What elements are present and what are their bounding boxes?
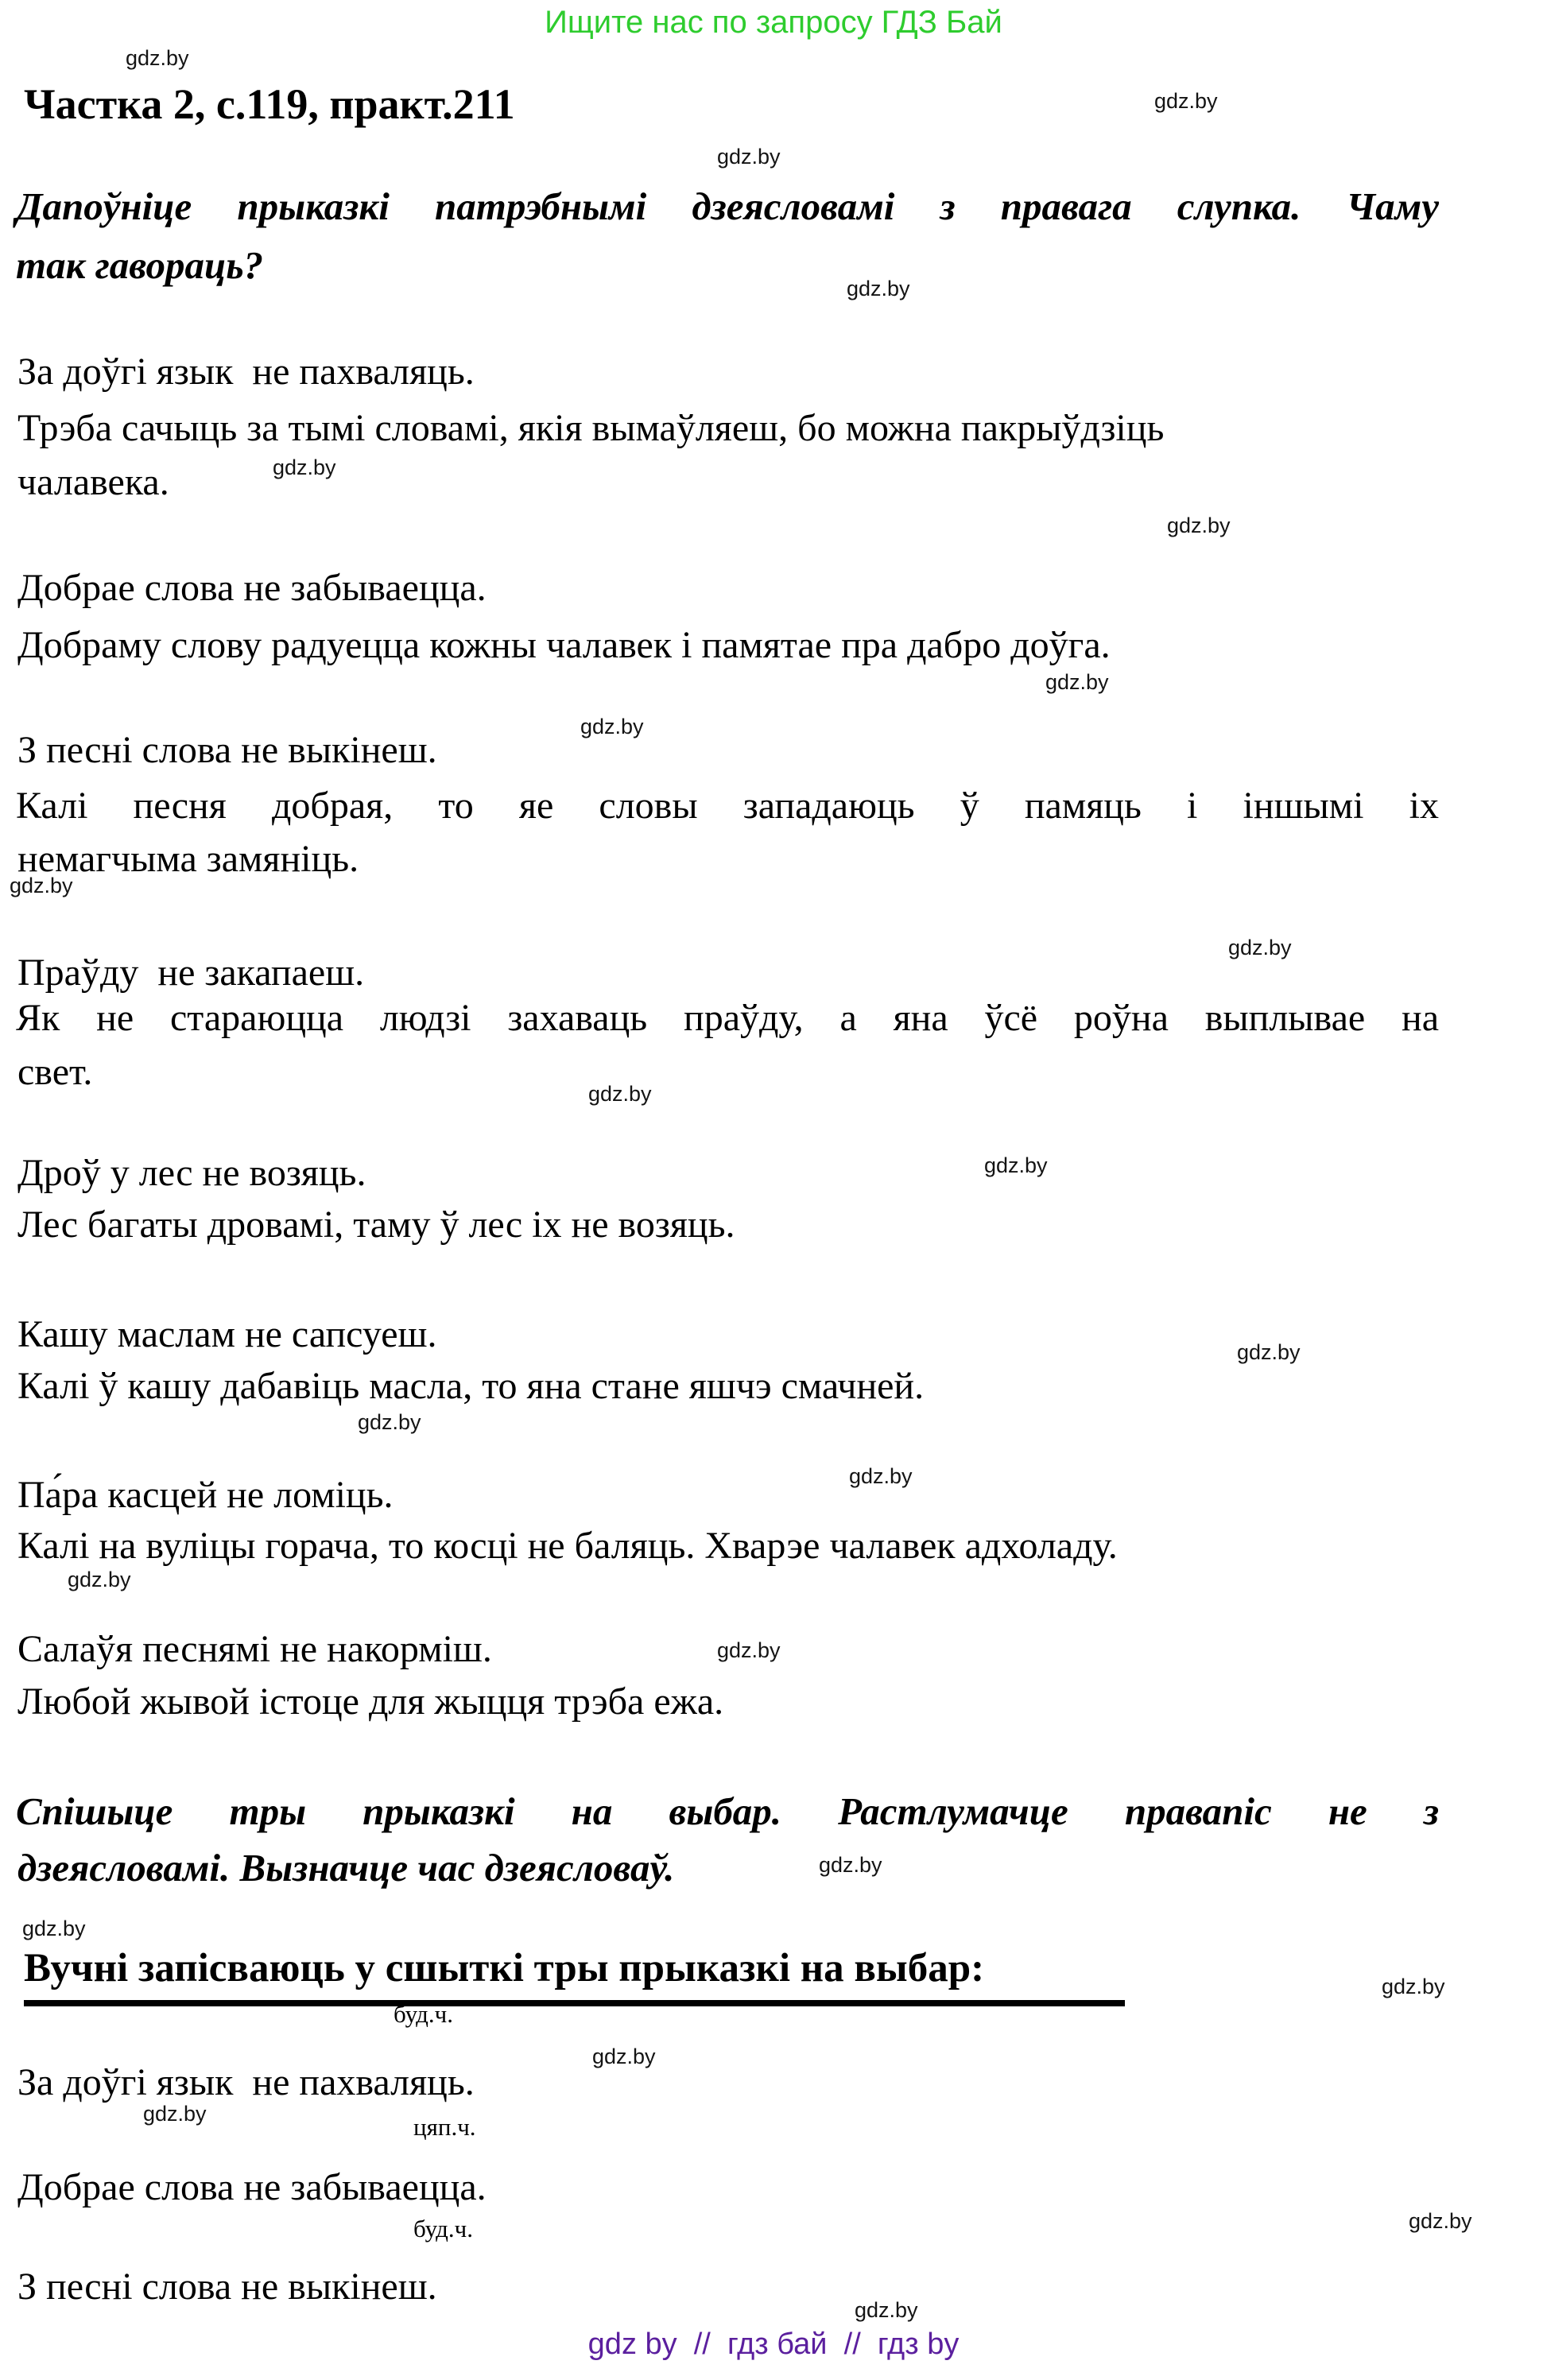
answer-proverb: За доўгі язык не пахваляць.: [17, 2061, 475, 2103]
gdz-watermark: gdz.by: [1237, 1340, 1301, 1364]
page-title: Частка 2, с.119, практ.211: [24, 80, 515, 128]
gdz-watermark: gdz.by: [855, 2298, 918, 2322]
proverb-explanation: Калі ў кашу дабавіць масла, то яна стане яшчэ смачней.: [17, 1365, 925, 1407]
answer-heading: Вучні запісваюць у сшыткі тры прыказкі на выбар:: [24, 1945, 1125, 2006]
gdz-watermark: gdz.by: [717, 1638, 781, 1662]
gdz-watermark: gdz.by: [1228, 936, 1292, 959]
gdz-watermark: gdz.by: [1167, 514, 1231, 537]
proverb-explanation: немагчыма замяніць.: [17, 838, 359, 880]
proverb-text: Па́ра касцей не ломіць.: [17, 1474, 394, 1516]
task1-instruction-line2: так гавораць?: [16, 243, 264, 287]
gdz-watermark: gdz.by: [588, 1082, 652, 1106]
gdz-watermark: gdz.by: [68, 1568, 131, 1591]
tense-label: цяп.ч.: [413, 2113, 476, 2141]
proverb-text: Кашу маслам не сапсуеш.: [17, 1313, 437, 1355]
gdz-watermark: gdz.by: [273, 455, 336, 479]
task2-instruction-line2: дзеясловамі. Вызначце час дзеясловаў.: [17, 1846, 675, 1890]
gdz-watermark: gdz.by: [358, 1410, 421, 1434]
gdz-watermark: gdz.by: [1045, 670, 1109, 694]
gdz-watermark: gdz.by: [22, 1917, 86, 1940]
proverb-text: Дроў у лес не возяць.: [17, 1152, 366, 1194]
proverb-explanation: Як не стараюцца людзі захаваць праўду, а яна ўсё роўна выплывае на: [16, 997, 1439, 1039]
answer-proverb: Добрае слова не забываецца.: [17, 2166, 487, 2208]
proverb-explanation: Трэба сачыць за тымі словамі, якія вымаўляеш, бо можна пакрыўдзіць: [17, 407, 1165, 449]
gdz-watermark: gdz.by: [849, 1464, 913, 1488]
task1-instruction-line1: Дапоўніце прыказкі патрэбнымі дзеясловамі з правага слупка. Чаму: [16, 184, 1439, 228]
task2-instruction-line1: Спішыце тры прыказкі на выбар. Растлумачце правапіс не з: [16, 1789, 1439, 1833]
gdz-watermark: gdz.by: [126, 46, 189, 70]
gdz-watermark: gdz.by: [847, 277, 910, 300]
proverb-explanation: Добраму слову радуецца кожны чалавек і памятае пра дабро доўга.: [17, 624, 1111, 666]
tense-label: буд.ч.: [413, 2215, 474, 2242]
answer-heading-wrap: [24, 1945, 1125, 2006]
proverb-text: З песні слова не выкінеш.: [17, 729, 437, 771]
answer-proverb: З песні слова не выкінеш.: [17, 2266, 437, 2308]
gdz-watermark: gdz.by: [819, 1853, 882, 1877]
gdz-watermark: gdz.by: [580, 715, 644, 738]
gdz-watermark: gdz.by: [10, 874, 73, 897]
gdz-watermark: gdz.by: [1409, 2209, 1472, 2233]
proverb-explanation: Любой жывой істоце для жыцця трэба ежа.: [17, 1680, 724, 1723]
proverb-explanation: Лес багаты дровамі, таму ў лес іх не возяць.: [17, 1204, 735, 1246]
proverb-text: Добрае слова не забываецца.: [17, 567, 487, 609]
gdz-watermark: gdz.by: [592, 2045, 656, 2068]
site-footer: gdz by // гдз бай // гдз by: [587, 2328, 960, 2361]
proverb-text: Праўду не закапаеш.: [17, 952, 365, 994]
gdz-watermark: gdz.by: [984, 1153, 1048, 1177]
proverb-explanation: чалавека.: [17, 461, 169, 503]
promo-banner: Ищите нас по запросу ГДЗ Бай: [545, 5, 1002, 40]
proverb-explanation: Калі песня добрая, то яе словы западаюць ў памяць і іншымі іх: [16, 785, 1439, 827]
gdz-watermark: gdz.by: [1154, 89, 1218, 113]
proverb-explanation: свет.: [17, 1051, 93, 1093]
gdz-watermark: gdz.by: [717, 145, 781, 169]
gdz-watermark: gdz.by: [1382, 1975, 1445, 1998]
proverb-text: Салаўя песнямі не накорміш.: [17, 1628, 492, 1670]
proverb-explanation: Калі на вуліцы горача, то косці не баляць. Хварэе чалавек адхоладу.: [17, 1525, 1118, 1567]
gdz-watermark: gdz.by: [143, 2102, 207, 2126]
tense-label: буд.ч.: [394, 2000, 454, 2028]
proverb-text: За доўгі язык не пахваляць.: [17, 351, 475, 393]
